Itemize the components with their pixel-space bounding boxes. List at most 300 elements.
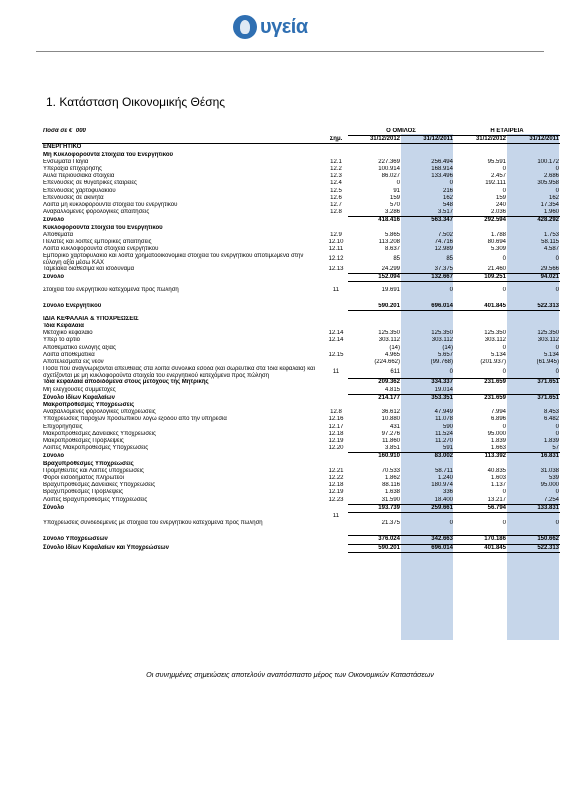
amount-cell: [348, 461, 401, 468]
row-label: Υπέρ το άρτιο: [43, 337, 81, 344]
amount-cell: 13.217: [487, 496, 506, 503]
amount-cell: 522.313: [507, 303, 560, 311]
table-row: [42, 482, 560, 489]
amount-cell: 2.457: [490, 173, 506, 180]
row-label: Σύνολο Ενεργητικού: [43, 302, 102, 309]
note-ref: 12.4: [330, 180, 342, 187]
amount-cell: 83.002: [401, 453, 454, 461]
table-row: [42, 323, 560, 330]
table-row: [42, 159, 560, 166]
logo-text: υγεία: [260, 15, 308, 38]
amount-cell: 209.362: [348, 379, 401, 387]
amount-cell: 193.739: [348, 504, 401, 512]
amount-cell: 256.494: [431, 158, 453, 165]
amount-cell: 0: [449, 368, 453, 375]
amount-cell: 231.659: [454, 394, 507, 402]
table-row: [42, 402, 560, 409]
row-label: Αναβαλλόμενες φορολογικές απαιτήσεις: [43, 209, 150, 216]
note-ref: [324, 527, 348, 536]
amount-cell: 0: [555, 430, 560, 437]
amount-cell: [348, 152, 401, 159]
amount-cell: 100.914: [378, 166, 400, 173]
row-label: Λοιπές Μακροπρόθεσμες Υποχρεώσεις: [43, 445, 149, 452]
amount-cell: 1.788: [490, 231, 506, 238]
amount-cell: 57: [552, 445, 560, 452]
amount-cell: 0: [502, 344, 506, 351]
amount-cell: 1.839: [490, 438, 506, 444]
table-row: [42, 303, 560, 311]
amount-cell: 36.612: [381, 409, 400, 416]
header-divider: [36, 51, 544, 52]
note-ref: [324, 345, 348, 352]
amount-cell: 162: [549, 194, 560, 201]
note-ref: [324, 461, 348, 468]
amounts-unit-label: Ποσά σε € ΄000: [43, 128, 86, 135]
note-ref: 12.22: [328, 475, 344, 482]
table-row: [42, 394, 560, 402]
note-ref: 12.9: [330, 231, 342, 238]
note-ref: 11: [332, 287, 340, 294]
footer-note: Οι συνημμένες σημειώσεις αποτελούν αναπόσπαστο μέρος των Οικονομικών Καταστάσεων: [146, 670, 434, 679]
amount-cell: (224.662): [374, 359, 400, 366]
amount-cell: (14): [389, 344, 400, 351]
amount-cell: 5.134: [544, 351, 560, 358]
amount-cell: 58.115: [541, 239, 560, 246]
note-ref: 12.5: [330, 187, 342, 194]
note-ref: 12.18: [328, 430, 344, 437]
table-row: [42, 202, 560, 209]
amount-cell: 0: [555, 520, 560, 527]
amount-cell: [507, 295, 560, 303]
table-row: [42, 409, 560, 416]
note-ref: [324, 295, 348, 303]
note-ref: [324, 144, 348, 152]
note-ref: 12.17: [328, 423, 344, 430]
amount-cell: 7.994: [490, 409, 506, 416]
row-label: [42, 527, 324, 536]
row-label: Επιχορηγήσεις: [43, 423, 83, 430]
amount-cell: 31.038: [540, 467, 560, 474]
table-row: [42, 416, 560, 423]
row-label: Λοιπές Βραχυπρόθεσμες Υποχρεώσεις: [43, 496, 148, 503]
table-row: [42, 513, 560, 521]
row-label: Υποχρεώσεις συνδεδεμένες με στοιχεία του ενεργητικού κατεχόμενα προς πώληση: [43, 520, 263, 527]
amount-cell: 192.111: [485, 180, 506, 187]
amount-cell: 376.024: [348, 536, 401, 544]
amount-cell: [454, 461, 507, 468]
amount-cell: 113.208: [378, 239, 400, 246]
amount-cell: 58.711: [435, 467, 453, 474]
note-ref: [324, 323, 348, 330]
table-header-groups: [42, 128, 560, 136]
amount-cell: (201.937): [480, 359, 506, 366]
table-row: [42, 180, 560, 187]
table-row: [42, 497, 560, 505]
table-row: [42, 295, 560, 303]
amount-cell: 159: [495, 194, 506, 201]
amount-cell: 97.276: [381, 430, 400, 437]
amount-cell: [454, 144, 507, 152]
amount-cell: 522.313: [507, 544, 560, 552]
note-ref: [324, 520, 348, 527]
amount-cell: 56.794: [454, 504, 507, 512]
amount-cell: [348, 295, 401, 303]
amount-cell: 16.831: [507, 453, 560, 461]
amount-cell: [348, 527, 401, 536]
table-row: [42, 225, 560, 232]
amount-cell: [348, 316, 401, 323]
row-label: Βραχυπρόθεσμες Προβλέψεις: [43, 489, 123, 496]
note-ref: 12.18: [328, 482, 344, 489]
note-ref: 12.19: [328, 438, 344, 444]
amount-cell: 1.839: [544, 438, 560, 444]
note-ref: [324, 453, 348, 461]
amount-cell: [401, 225, 454, 232]
table-row: [42, 232, 560, 239]
amount-cell: 17.354: [540, 202, 560, 209]
amount-cell: 3.286: [384, 209, 400, 216]
amount-cell: 4.587: [544, 246, 560, 253]
note-ref: 12.2: [330, 166, 342, 173]
row-label: Μη Κυκλοφορούντα Στοιχεία του Ενεργητικού: [43, 151, 174, 158]
row-label: Άυλα περιουσιακά στοιχεία: [43, 173, 115, 180]
amount-cell: 88.116: [382, 482, 400, 489]
amount-cell: 0: [502, 287, 506, 294]
amount-cell: [401, 316, 454, 323]
amount-cell: [454, 513, 507, 521]
note-ref: [324, 359, 348, 366]
table-row: [42, 345, 560, 352]
row-label: Υπεραξία επιχείρησης: [43, 166, 102, 173]
table-row: [42, 468, 560, 475]
row-label: Στοιχεία του ενεργητικού κατεχόμενα προς πώληση: [43, 287, 179, 294]
amount-cell: [401, 144, 454, 152]
amount-cell: 11.860: [382, 438, 400, 444]
amount-cell: 37.375: [434, 266, 453, 273]
amount-cell: 11.270: [435, 438, 453, 444]
row-label: ΙΔΙΑ ΚΕΦΑΛΑΙΑ & ΥΠΟΧΡΕΩΣΕΙΣ: [43, 315, 139, 322]
row-label: Ενσώματα Πάγια: [43, 158, 89, 165]
hygeia-logo-icon: [233, 15, 257, 39]
amount-cell: 11.524: [435, 430, 453, 437]
amount-cell: 227.369: [378, 158, 400, 165]
amount-cell: 21.460: [487, 266, 506, 273]
amount-cell: 371.651: [507, 379, 560, 387]
row-label: Λοιπά μη κυκλοφορούντα στοιχεία του ενεργητικού: [43, 202, 178, 209]
amount-cell: 292.594: [454, 217, 507, 225]
table-row: [42, 520, 560, 527]
amount-cell: 1.603: [490, 475, 506, 482]
amount-cell: [454, 387, 507, 395]
table-row: [42, 144, 560, 152]
note-ref: 12.23: [328, 496, 344, 503]
row-label: Σύνολο Υποχρεώσεων: [43, 536, 108, 543]
amount-cell: [401, 402, 454, 409]
amount-cell: [507, 144, 560, 152]
note-ref: 12.7: [330, 202, 342, 209]
amount-cell: 3.517: [437, 209, 453, 216]
amount-cell: 4.965: [384, 351, 400, 358]
note-ref: 12.1: [330, 158, 342, 165]
row-label: Λοιπά αποθεματικά: [43, 351, 95, 358]
amount-cell: 125.350: [484, 330, 506, 337]
row-label: Ίδια κεφάλαια αποδιδόμενα στους μετόχους της Μητρικής: [43, 379, 209, 386]
date-header: 31/12/2011: [529, 136, 560, 143]
table-row: [42, 253, 560, 266]
row-label: Προμηθευτές και Λοιπές υποχρεώσεις: [43, 467, 144, 474]
table-row: [42, 536, 560, 544]
note-ref: 12.11: [328, 246, 344, 253]
table-row: [42, 152, 560, 159]
table-header-dates: [42, 136, 560, 144]
amount-cell: [401, 152, 454, 159]
amount-cell: 2.036: [490, 209, 506, 216]
amount-cell: 95.591: [487, 158, 506, 165]
row-label: Αποθεματικό εύλογης αξίας: [43, 344, 116, 351]
note-ref: 12.21: [328, 467, 344, 474]
amount-cell: 86.027: [381, 173, 400, 180]
table-row: [42, 379, 560, 387]
row-label: Αποτελέσματα εις νέον: [43, 359, 104, 366]
table-row: [42, 431, 560, 438]
table-row: [42, 438, 560, 445]
group-column-header: Ο ΟΜΙΛΟΣ: [348, 128, 454, 136]
table-row: [42, 527, 560, 536]
amount-cell: [348, 402, 401, 409]
amount-cell: [348, 144, 401, 152]
note-ref: 12.20: [328, 445, 344, 452]
amount-cell: [401, 527, 454, 536]
amount-cell: 31.590: [381, 496, 400, 503]
table-row: [42, 366, 560, 379]
row-label: Ταμειακά διαθέσιμα και ισοδύναμα: [43, 266, 135, 273]
row-label: Βραχυπρόθεσμες Υποχρεώσεις: [43, 460, 134, 467]
amount-cell: [507, 402, 560, 409]
table-row: [42, 359, 560, 366]
table-row: [42, 330, 560, 337]
amount-cell: 0: [555, 256, 560, 263]
amount-cell: 401.845: [454, 303, 507, 311]
note-ref: 12.8: [330, 409, 342, 416]
amount-cell: 570: [389, 202, 400, 209]
amount-cell: 10.880: [381, 416, 400, 423]
row-label: Σύνολο Ιδίων Κεφαλαίων: [43, 394, 115, 401]
amount-cell: 353.351: [401, 394, 454, 402]
amount-cell: 305.958: [537, 180, 560, 187]
row-label: Μακροπρόθεσμες Προβλέψεις: [43, 438, 124, 444]
note-ref: 11: [332, 368, 340, 375]
amount-cell: 170.186: [454, 536, 507, 544]
note-column-header: Σημ.: [329, 135, 343, 142]
amount-cell: 6.896: [490, 416, 506, 423]
row-label: Λοιπά κυκλοφορούντα στοιχεία ενεργητικού: [43, 246, 159, 253]
amount-cell: 8.637: [384, 246, 400, 253]
table-row: [42, 166, 560, 173]
amount-cell: 8.453: [544, 409, 560, 416]
note-ref: [324, 379, 348, 387]
amount-cell: 80.694: [487, 239, 506, 246]
table-row: [42, 475, 560, 482]
note-ref: [324, 387, 348, 395]
amount-cell: 133.831: [507, 504, 560, 512]
amount-cell: [401, 461, 454, 468]
table-row: [42, 424, 560, 431]
amount-cell: 240: [495, 202, 506, 209]
amount-cell: 160.910: [348, 453, 401, 461]
amount-cell: (14): [442, 344, 453, 351]
note-ref: [324, 544, 348, 552]
row-label: Βραχυπρόθεσμες Δανειακές Υποχρεώσεις: [43, 482, 156, 489]
row-label: [42, 295, 324, 303]
amount-cell: 133.496: [431, 173, 453, 180]
date-header: 31/12/2012: [369, 136, 400, 143]
amount-cell: 0: [396, 180, 400, 187]
table-row: [42, 489, 560, 496]
amount-cell: 0: [555, 368, 560, 375]
note-ref: 12.16: [328, 416, 344, 423]
amount-cell: 3.851: [384, 445, 400, 452]
row-label: Ίδια Κεφάλαια: [43, 323, 84, 330]
note-ref: [324, 225, 348, 232]
note-ref: 12.14: [328, 330, 344, 337]
amount-cell: 563.347: [401, 217, 454, 225]
amount-cell: [348, 225, 401, 232]
amount-cell: 539: [549, 475, 560, 482]
table-row: [42, 217, 560, 225]
table-row: [42, 266, 560, 274]
amount-cell: 0: [555, 344, 560, 351]
row-label: Σύνολο: [43, 453, 65, 460]
row-label: Μετοχικό κεφάλαιο: [43, 330, 93, 337]
row-label: Επενδύσεις χαρτοφυλακίου: [43, 187, 116, 194]
amount-cell: 109.251: [454, 274, 507, 282]
row-label: Εμπορικό χαρτοφυλάκιο και λοιπά χρηματοοικονομικά στοιχεία του ενεργητικού αποτιμώμενα στην εύλογη αξία μέσω ΚΑΧ: [43, 253, 304, 266]
table-row: [42, 173, 560, 180]
amount-cell: (61.945): [536, 359, 560, 366]
amount-cell: 216: [442, 187, 453, 194]
amount-cell: 150.662: [507, 536, 560, 544]
table-row: [42, 316, 560, 323]
amount-cell: [507, 323, 560, 330]
amount-cell: 0: [502, 489, 506, 496]
row-label: Ποσά που αναγνωρίζονται απευθείας στα λοιπά συνολικά έσοδα (και σωρευτικά στα Ίδια κεφάλαια) και σχετίζονται με μη κυκλοφορούντα στοιχεία του ενεργητικού κατεχόμενα προς πώληση: [43, 366, 315, 379]
amount-cell: 0: [502, 423, 506, 430]
amount-cell: 85: [393, 256, 400, 263]
amount-cell: 5.657: [437, 351, 453, 358]
amount-cell: 591: [442, 445, 453, 452]
amount-cell: [454, 323, 507, 330]
note-ref: [324, 274, 348, 282]
amount-cell: 162: [442, 194, 453, 201]
amount-cell: 70.533: [381, 467, 400, 474]
amount-cell: 95.000: [540, 482, 560, 489]
amount-cell: 0: [449, 287, 453, 294]
note-ref: 12.14: [328, 337, 344, 344]
note-ref: 12.13: [328, 266, 344, 273]
amount-cell: 12.989: [434, 246, 453, 253]
amount-cell: 1.753: [544, 231, 560, 238]
amount-cell: 4.815: [384, 386, 400, 393]
date-header: 31/12/2011: [423, 136, 453, 143]
note-ref: [324, 536, 348, 544]
amount-cell: [454, 402, 507, 409]
note-ref: [324, 402, 348, 409]
note-ref: 12.6: [330, 194, 342, 201]
table-row: [42, 544, 560, 552]
note-ref: [324, 303, 348, 311]
company-logo: [233, 12, 308, 42]
amount-cell: 7.254: [544, 496, 560, 503]
amount-cell: (99.768): [430, 359, 453, 366]
amount-cell: 259.661: [401, 504, 454, 512]
amount-cell: 0: [502, 520, 506, 527]
row-label: Φόροι εισοδήματος πληρωτέοι: [43, 475, 124, 482]
row-label: [42, 513, 324, 521]
amount-cell: [507, 316, 560, 323]
amount-cell: 334.337: [401, 379, 454, 387]
note-ref: 12.3: [330, 173, 342, 180]
amount-cell: 0: [502, 256, 506, 263]
table-row: [42, 352, 560, 359]
amount-cell: 0: [449, 520, 453, 527]
amount-cell: 95.000: [487, 430, 506, 437]
row-label: Επενδύσεις σε ακίνητα: [43, 194, 104, 201]
amount-cell: 231.659: [454, 379, 507, 387]
amount-cell: 214.177: [348, 394, 401, 402]
amount-cell: 40.835: [487, 467, 506, 474]
amount-cell: 590: [442, 423, 453, 430]
amount-cell: 590.201: [348, 544, 401, 552]
amount-cell: [401, 323, 454, 330]
row-label: ΕΝΕΡΓΗΤΙΚΟ: [43, 144, 82, 151]
amount-cell: 24.299: [381, 266, 400, 273]
row-label: Μακροπρόθεσμες Δανειακές Υποχρεώσεις: [43, 430, 156, 437]
amount-cell: [507, 527, 560, 536]
amount-cell: 6.482: [544, 416, 560, 423]
amount-cell: [454, 316, 507, 323]
amount-cell: 180.974: [431, 482, 453, 489]
row-label: Μη ελέγχουσες συμμετοχές: [43, 386, 116, 393]
amount-cell: [348, 513, 401, 521]
note-ref: [324, 504, 348, 512]
amount-cell: 1.137: [490, 482, 506, 489]
amount-cell: 19.014: [434, 386, 453, 393]
amount-cell: [507, 387, 560, 395]
amount-cell: 5.134: [490, 351, 506, 358]
amount-cell: [507, 461, 560, 468]
amount-cell: 2.686: [544, 173, 560, 180]
amount-cell: 1.862: [384, 475, 400, 482]
table-row: [42, 239, 560, 246]
amount-cell: 5.865: [384, 231, 400, 238]
note-ref: 12.19: [328, 489, 344, 496]
amount-cell: [454, 152, 507, 159]
company-column-header: Η ΕΤΑΙΡΕΙΑ: [454, 128, 560, 136]
amount-cell: 0: [555, 187, 560, 194]
amount-cell: 91: [393, 187, 400, 194]
table-row: [42, 195, 560, 202]
note-ref: [324, 217, 348, 225]
table-row: [42, 461, 560, 468]
amount-cell: 336: [442, 489, 453, 496]
amount-cell: 47.949: [434, 409, 453, 416]
amount-cell: 21.375: [381, 520, 400, 527]
amount-cell: 0: [502, 368, 506, 375]
table-row: [42, 387, 560, 395]
amount-cell: 0: [555, 166, 560, 173]
table-row: [42, 337, 560, 344]
amount-cell: 431: [389, 423, 400, 430]
